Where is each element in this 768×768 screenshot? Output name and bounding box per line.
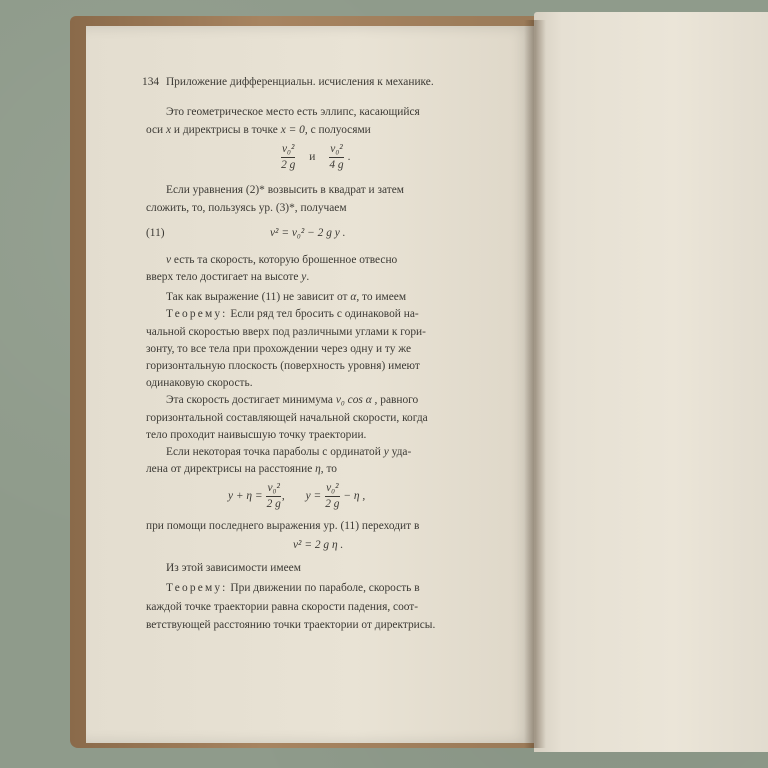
p3-line2 xyxy=(146,269,309,287)
eq11-formula: v² = v₀² − 2 g y . xyxy=(270,227,346,239)
numerator: v₀² xyxy=(266,482,280,497)
var-y: y xyxy=(301,271,307,283)
fraction-v0sq-2g xyxy=(281,143,295,172)
theorem1-line3: зонту, то все тела при прохождении через одну и ту же xyxy=(146,343,412,355)
fraction-v0sq-2g xyxy=(266,482,280,511)
theorem2-line2: каждой точке траектории равна скорости падения, соот- xyxy=(146,601,419,613)
fraction-v0sq-2g xyxy=(325,482,339,511)
theorem-word: Теорему: xyxy=(166,582,228,594)
p2-line1: Если уравнения (2)* возвысить в квадрат и затем xyxy=(166,184,404,196)
p6-text: Если некоторая точка параболы с ординатой xyxy=(166,446,381,458)
var-eta: η xyxy=(315,463,321,475)
theorem2-line3: ветствующей расстоянию точки траектории от директрисы. xyxy=(146,619,436,631)
theorem-word: Теорему: xyxy=(166,308,228,320)
semi-axes xyxy=(280,143,350,172)
theorem2-text: При движении по параболе, скорость в xyxy=(230,582,420,594)
right-page-blank xyxy=(534,12,768,752)
p5-text: равного xyxy=(380,394,419,406)
p8-line1: Из этой зависимости имеем xyxy=(166,562,301,574)
running-header xyxy=(142,74,434,92)
book-gutter xyxy=(524,20,546,748)
p1-line2 xyxy=(146,122,371,140)
p3-line1 xyxy=(166,252,397,270)
theorem1-line1 xyxy=(166,306,419,324)
p6-text: , то xyxy=(320,463,337,475)
theorem1-text: Если ряд тел бросить с одинаковой на- xyxy=(230,308,419,320)
p7-line1: при помощи последнего выражения ур. (11) переходит в xyxy=(146,520,420,532)
var-y: y xyxy=(383,446,389,458)
p6-line2 xyxy=(146,461,337,479)
eq11-tag: (11) xyxy=(146,227,165,239)
theorem2-line1 xyxy=(166,580,420,598)
p3-text: есть та скорость, которую брошенное отвесно xyxy=(173,254,398,266)
p7-formula: v² = 2 g η . xyxy=(293,539,344,551)
denominator: 2 g xyxy=(325,498,340,510)
theorem1-line5: одинаковую скорость. xyxy=(146,377,253,389)
eq-x0: x = 0, xyxy=(280,124,308,136)
eq-separator: , xyxy=(281,490,285,503)
eq-right-lhs: y = xyxy=(305,490,322,503)
conjunction: и xyxy=(309,151,316,164)
denominator: 4 g xyxy=(329,159,344,171)
eq-left-lhs: y + η = xyxy=(228,490,263,503)
p4-text: Так как выражение (11) не зависит от xyxy=(166,291,348,303)
numerator: v₀² xyxy=(329,143,343,158)
p6-text: уда- xyxy=(391,446,412,458)
p1-text: оси xyxy=(146,124,164,136)
p3-period: . xyxy=(306,271,310,283)
var-alpha: α, xyxy=(350,291,360,303)
p6-line1 xyxy=(166,444,411,462)
denominator: 2 g xyxy=(281,159,296,171)
var-v: v xyxy=(166,254,172,266)
eq-right-tail: − η , xyxy=(343,490,366,503)
p2-line2: сложить, то, пользуясь ур. (3)*, получаем xyxy=(146,202,347,214)
expr-v0-cos-alpha: v₀ cos α , xyxy=(335,394,378,406)
p6-text: лена от директрисы на расстояние xyxy=(146,463,313,475)
p5-line3: тело проходит наивысшую точку траектории. xyxy=(146,429,367,441)
p5-line2: горизонтальной составляющей начальной скорости, когда xyxy=(146,412,428,424)
theorem1-line4: горизонтальную плоскость (поверхность уровня) имеют xyxy=(146,360,420,372)
page-number: 134 xyxy=(142,76,160,88)
denominator: 2 g xyxy=(266,498,281,510)
p1-text: с полуосями xyxy=(310,124,371,136)
theorem1-line2: чальной скоростью вверх под различными углами к гори- xyxy=(146,326,426,338)
eq-pair xyxy=(228,482,365,511)
p5-line1 xyxy=(166,392,418,410)
var-x: x xyxy=(166,124,172,136)
numerator: v₀² xyxy=(325,482,339,497)
p3-text: вверх тело достигает на высоте xyxy=(146,271,299,283)
p1-text: и директрисы в точке xyxy=(173,124,278,136)
p1-line1: Это геометрическое место есть эллипс, касающийся xyxy=(166,106,420,118)
p4-text: то имеем xyxy=(362,291,407,303)
running-title: Приложение дифференциальн. исчисления к механике. xyxy=(165,76,434,88)
p4-line1 xyxy=(166,289,406,307)
numerator: v₀² xyxy=(281,143,295,158)
period: . xyxy=(347,151,351,164)
p5-text: Эта скорость достигает минимума xyxy=(166,394,333,406)
fraction-v0sq-4g xyxy=(329,143,343,172)
